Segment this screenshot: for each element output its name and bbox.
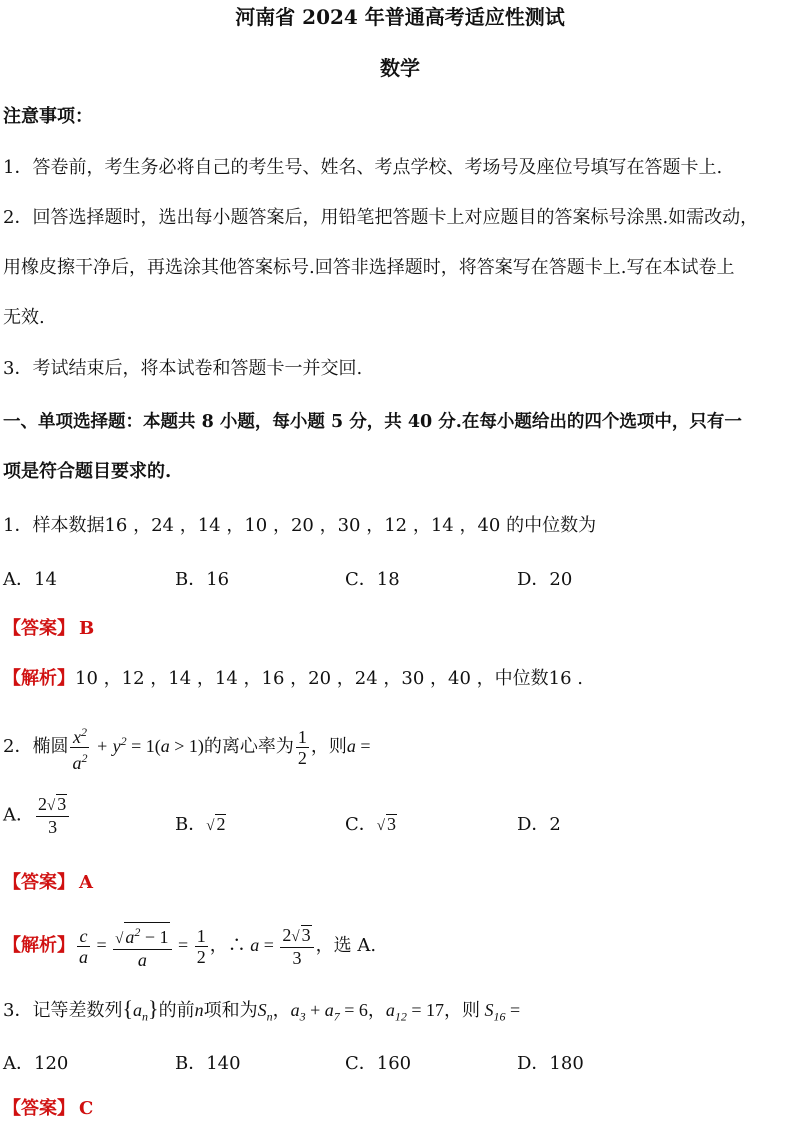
question-1-option-c: C．18 — [345, 569, 400, 590]
sqrt-2: √ 2 — [206, 814, 226, 834]
notice-item-2-line-2: 用橡皮擦干净后，再选涂其他答案标号.回答非选择题时，将答案写在答题卡上.写在本试卷上 — [3, 257, 735, 278]
fraction-one-half: $\frac{1}{2}$ — [297, 726, 307, 768]
question-3-mid-1: 的前 — [158, 1000, 195, 1021]
notice-item-3: 3．考试结束后，将本试卷和答题卡一并交回. — [3, 358, 363, 379]
option-b-label: B． — [175, 814, 207, 835]
answer-tag: 【答案】 — [3, 1098, 75, 1119]
option-c-label: C． — [345, 814, 377, 835]
question-3-answer — [3, 1098, 93, 1120]
question-2-option-a — [3, 794, 71, 837]
question-1-answer — [3, 618, 94, 640]
answer-value: A — [79, 872, 93, 893]
question-2-option-d: D．2 — [517, 814, 561, 835]
q3-conditions: $S_n$，$a_3 + a_7 = 6$，$a_{12} = 17$，则 $S_{16}$ = — [257, 1000, 521, 1024]
question-2-answer — [3, 872, 93, 894]
question-3-option-d: D．180 — [517, 1053, 584, 1074]
question-3-option-a: A．120 — [3, 1053, 69, 1074]
variable-a-equals: a = — [346, 736, 371, 756]
option-a-label: A． — [3, 804, 34, 826]
question-1-stem: 1．样本数据16 ，24 ，14 ，10 ，20 ，30 ，12 ，14 ，40 的中位数为 — [3, 515, 597, 536]
fraction-sqrt-a2-minus-1-over-a: $\frac{√ a^2 - 1}{a}$ — [113, 922, 171, 970]
sqrt-3: √ 3 — [376, 814, 397, 834]
question-3-stem — [3, 998, 520, 1028]
notice-item-1: 1．答卷前，考生务必将自己的考生号、姓名、考点学校、考场号及座位号填写在答题卡上. — [3, 157, 723, 178]
fraction-c-over-a: $\frac{c}{a}$ — [79, 925, 88, 967]
question-2-analysis: 【解析】 $\frac{c}{a}$ = $\frac{√ a^2 - 1}{a}$ = $\frac{1}{2}$ ，∴ a = $\frac{2√ 3}{3}$ ，选 A. — [3, 920, 376, 971]
answer-tag: 【答案】 — [3, 872, 75, 893]
sequence-a-n: $\{a_n\}$ — [122, 996, 159, 1024]
fraction-one-half-analysis: $\frac{1}{2}$ — [196, 925, 206, 967]
subject-title: 数学 — [380, 56, 420, 80]
question-2-prefix: 2．椭圆 — [3, 736, 69, 757]
answer-value: B — [79, 618, 95, 639]
question-2-option-c — [345, 810, 397, 836]
question-3-prefix: 3．记等差数列 — [3, 1000, 123, 1021]
fraction-x2-over-a2: $\frac{x^2}{a^2}$ — [70, 722, 89, 773]
variable-n: n — [194, 1000, 204, 1020]
question-3-option-c: C．160 — [345, 1053, 412, 1074]
question-1-option-b: B．16 — [175, 569, 230, 590]
section-heading-line-2: 项是符合题目要求的. — [3, 461, 172, 482]
analysis-text: 10 ，12 ，14 ，14 ，16 ，20 ，24 ，30 ，40 ，中位数16 . — [75, 668, 583, 689]
fraction-2sqrt3-over-3: $\frac{2√ 3}{3}$ — [36, 794, 69, 837]
question-1-option-a: A．14 — [3, 569, 57, 590]
question-2-mid: 的离心率为 — [203, 736, 294, 757]
question-2-suffix: ，则 — [310, 736, 347, 757]
question-1-analysis — [3, 668, 583, 690]
fraction-2sqrt3-over-3-analysis: $\frac{2√ 3}{3}$ — [280, 925, 313, 968]
analysis-tag: 【解析】 — [3, 935, 75, 956]
notice-item-2-line-1: 2．回答选择题时，选出每小题答案后，用铅笔把答题卡上对应题目的答案标号涂黑.如需改动， — [3, 207, 759, 228]
question-3-mid-2: 项和为 — [203, 1000, 258, 1021]
analysis-suffix: ，选 A. — [315, 935, 377, 956]
page-title: 河南省 2024 年普通高考适应性测试 — [235, 5, 565, 29]
notice-heading: 注意事项： — [3, 106, 93, 127]
answer-value: C — [79, 1098, 94, 1119]
question-3-option-b: B．140 — [175, 1053, 241, 1074]
ellipse-equation-rest: + $y^2 = 1(a > 1)$ — [91, 734, 204, 756]
question-2-stem — [3, 718, 371, 773]
answer-tag: 【答案】 — [3, 618, 75, 639]
analysis-tag: 【解析】 — [3, 668, 75, 689]
question-1-option-d: D．20 — [517, 569, 573, 590]
question-2-option-b — [175, 810, 226, 836]
section-heading-line-1: 一、单项选择题：本题共 8 小题，每小题 5 分，共 40 分.在每小题给出的四个选项中，只有一 — [3, 412, 742, 432]
notice-item-2-line-3: 无效. — [3, 307, 45, 328]
